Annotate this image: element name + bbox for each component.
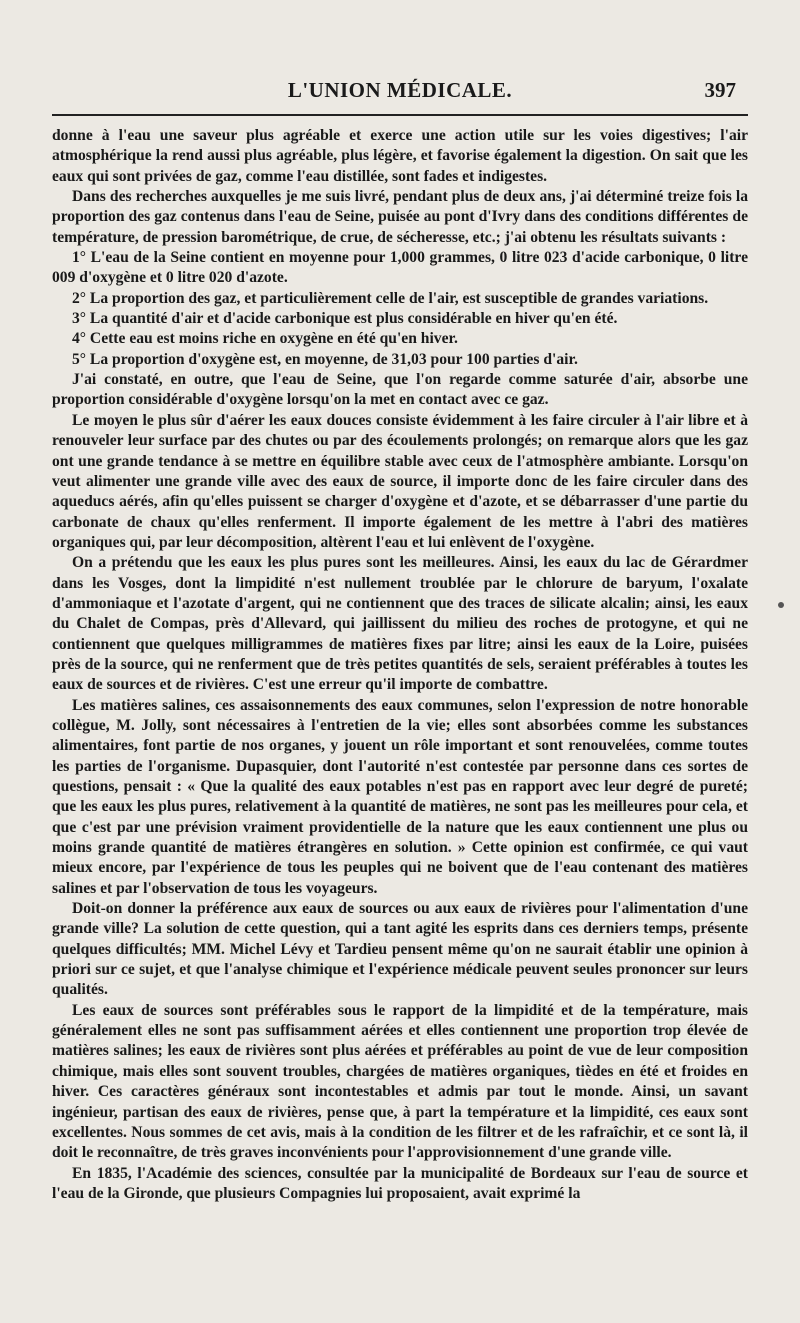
paragraph: Dans des recherches auxquelles je me suis livré, pendant plus de deux ans, j'ai déterminé treize fois la proportion des gaz contenus dans l'eau de Seine, puisée au pont d'Ivry dans des conditions différentes de température, de pression barométrique, de crue, de sécheresse, etc.; j'ai obtenu les résultats suivants : xyxy=(52,188,748,246)
paragraph: J'ai constaté, en outre, que l'eau de Seine, que l'on regarde comme saturée d'air, absorbe une proportion considérable d'oxygène lorsqu'on la met en contact avec ce gaz. xyxy=(52,371,748,409)
page-number: 397 xyxy=(704,78,736,102)
body-text xyxy=(52,126,748,1204)
paragraph: 5° La proportion d'oxygène est, en moyenne, de 31,03 pour 100 parties d'air. xyxy=(72,350,578,368)
paragraph: 1° L'eau de la Seine contient en moyenne pour 1,000 grammes, 0 litre 023 d'acide carbonique, 0 litre 009 d'oxygène et 0 litre 020 d'azote. xyxy=(52,249,748,287)
header-rule xyxy=(52,114,748,116)
paragraph: 3° La quantité d'air et d'acide carbonique est plus considérable en hiver qu'en été. xyxy=(72,310,618,328)
paragraph: 4° Cette eau est moins riche en oxygène en été qu'en hiver. xyxy=(72,330,458,348)
running-title: L'UNION MÉDICALE. xyxy=(287,78,513,102)
page-header xyxy=(52,78,748,108)
paragraph: 2° La proportion des gaz, et particulièrement celle de l'air, est susceptible de grandes variations. xyxy=(72,289,709,307)
paragraph: Doit-on donner la préférence aux eaux de sources ou aux eaux de rivières pour l'alimentation d'une grande ville? La solution de cette question, qui a tant agité les esprits dans ces derniers temps, présente quelques difficultés; MM. Michel Lévy et Tardieu pensent même qu'on ne saurait établir une opinion à priori sur ce sujet, et que l'analyse chimique et l'expérience médicale peuvent seules prononcer sur leurs qualités. xyxy=(52,900,748,999)
paragraph: Les matières salines, ces assaisonnements des eaux communes, selon l'expression de notre honorable collègue, M. Jolly, sont nécessaires à l'entretien de la vie; elles sont absorbées comme les substances alimentaires, font partie de nos organes, y jouent un rôle important et sont renouvelées, comme toutes les parties de l'organisme. Dupasquier, dont l'autorité n'est contestée par personne dans ces sortes de questions, pensait : « Que la qualité des eaux potables n'est pas en rapport avec leur degré de pureté; que les eaux les plus pures, relativement à la quantité de matières, ne sont pas les meilleures pour cela, et que c'est par une prévision vraiment providentielle de la nature que les eaux contiennent une plus ou moins grande quantité de matières étrangères en solution. » Cette opinion est confirmée, ce qui vaut mieux encore, par l'expérience de tous les peuples qui ne boivent que de l'eau contenant des matières salines et par l'observation de tous les voyageurs. xyxy=(52,696,748,897)
paragraph: Les eaux de sources sont préférables sous le rapport de la limpidité et de la température, mais généralement elles ne sont pas suffisamment aérées et elles contiennent une proportion trop élevée de matières salines; les eaux de rivières sont plus aérées et préférables au point de vue de leur composition chimique, mais elles sont souvent troubles, chargées de matières organiques, tièdes en été et froides en hiver. Ces caractères généraux sont incontestables et admis par tout le monde. Ainsi, un savant ingénieur, partisan des eaux de rivières, pense que, à part la température et la limpidité, ces eaux sont excellentes. Nous sommes de cet avis, mais à la condition de les filtrer et de les rafraîchir, et ce sont là, il doit le reconnaître, de très graves inconvénients pour l'approvisionnement d'une grande ville. xyxy=(52,1001,748,1162)
paragraph: donne à l'eau une saveur plus agréable et exerce une action utile sur les voies digestives; l'air atmosphérique la rend aussi plus agréable, plus légère, et favorise également la digestion. On sait que les eaux qui sont privées de gaz, comme l'eau distillée, sont fades et indigestes. xyxy=(52,127,748,185)
margin-mark xyxy=(778,602,784,608)
paragraph: En 1835, l'Académie des sciences, consultée par la municipalité de Bordeaux sur l'eau de source et l'eau de la Gironde, que plusieurs Compagnies lui proposaient, avait exprimé la xyxy=(52,1164,748,1202)
paragraph: On a prétendu que les eaux les plus pures sont les meilleures. Ainsi, les eaux du lac de Gérardmer dans les Vosges, dont la limpidité n'est nullement troublée par le chlorure de baryum, l'oxalate d'ammoniaque et l'azotate d'argent, qui ne contiennent que des traces de silicate alcalin; ainsi, les eaux du Chalet de Compas, près d'Allevard, qui jaillissent du milieu des roches de protogyne, et qui ne contiennent que quelques milligrammes de matières fixes par litre; ainsi les eaux de la Loire, puisées près de la source, qui ne renferment que de très petites quantités de sels, seraient préférables à toutes les eaux de sources et de rivières. C'est une erreur qu'il importe de combattre. xyxy=(52,554,748,694)
paragraph: Le moyen le plus sûr d'aérer les eaux douces consiste évidemment à les faire circuler à l'air libre et à renouveler leur surface par des chutes ou par des écoulements prolongés; on remarque alors que les gaz ont une grande tendance à se mettre en équilibre stable avec ceux de l'atmosphère ambiante. Lorsqu'on veut alimenter une grande ville avec des eaux de source, il importe donc de les faire circuler dans des aqueducs aérés, afin qu'elles puissent se charger d'oxygène et d'azote, et se débarrasser d'une partie du carbonate de chaux qu'elles renferment. Il importe également de les mettre à l'abri des matières organiques qui, par leur décomposition, altèrent l'eau et lui enlèvent de l'oxygène. xyxy=(52,411,748,551)
